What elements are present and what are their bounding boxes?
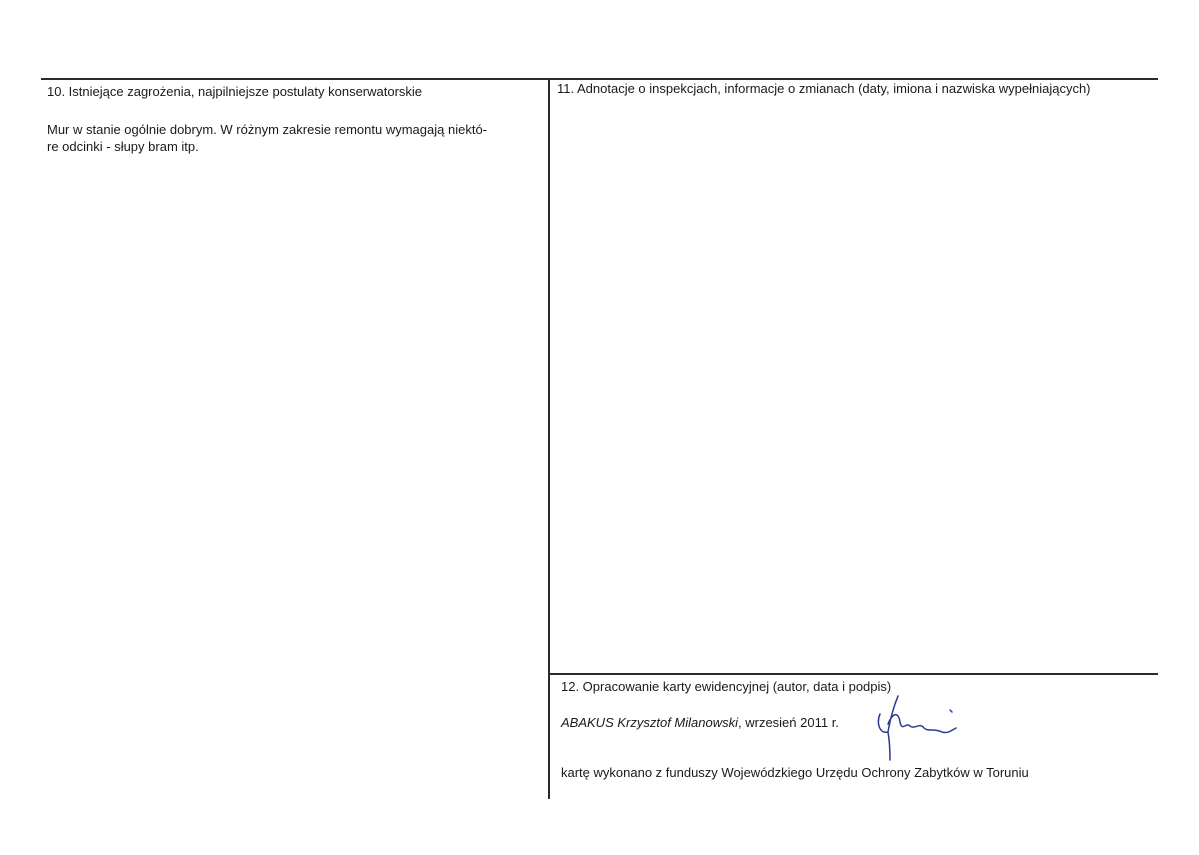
section-10-body-line-2: re odcinki - słupy bram itp. [47, 139, 199, 154]
author-date: , wrzesień 2011 r. [738, 715, 839, 730]
section-12-author-line [561, 715, 839, 731]
author-name: ABAKUS Krzysztof Milanowski [561, 715, 738, 730]
handwritten-signature [868, 692, 968, 762]
section-10-body-line-1: Mur w stanie ogólnie dobrym. W różnym zakresie remontu wymagają niektó- [47, 122, 488, 137]
section-12-funding-note: kartę wykonano z funduszy Wojewódzkiego Urzędu Ochrony Zabytków w Toruniu [561, 765, 1029, 780]
section-11-title: 11. Adnotacje o inspekcjach, informacje o zmianach (daty, imiona i nazwiska wypełniających) [557, 81, 1091, 96]
column-divider-line [548, 79, 550, 799]
top-divider-line [41, 78, 1158, 80]
section-12-title: 12. Opracowanie karty ewidencyjnej (autor, data i podpis) [561, 679, 892, 694]
section-12-divider-line [549, 673, 1158, 675]
section-10-title: 10. Istniejące zagrożenia, najpilniejsze postulaty konserwatorskie [47, 84, 423, 99]
section-10-body [47, 121, 527, 155]
